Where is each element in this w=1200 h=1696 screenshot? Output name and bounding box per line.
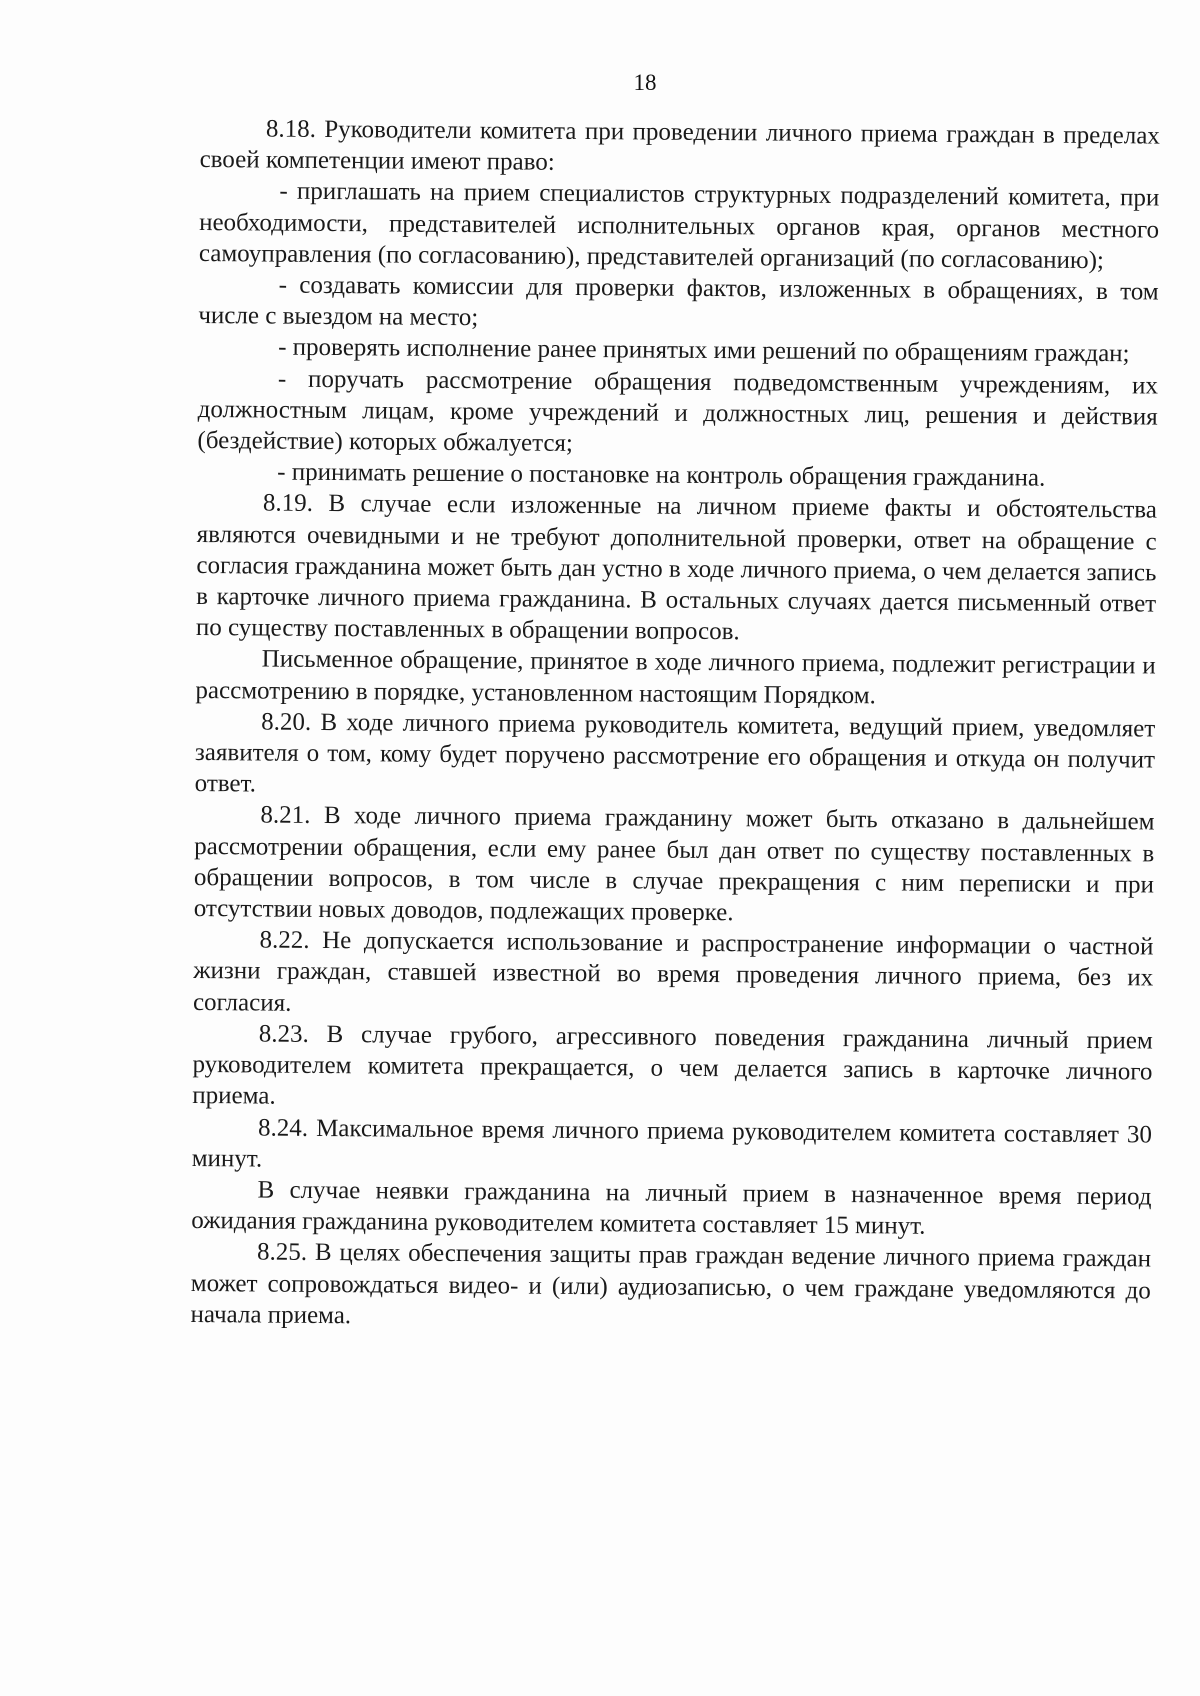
paragraph-8-22: 8.22. Не допускается использование и распространение информации о частной жизни граждан, ставшей известной во время проведения личного приема, без их согласия. bbox=[192, 926, 1154, 1017]
paragraph-8-23: 8.23. В случае грубого, агрессивного поведения гражданина личный прием руководителем комитета прекращается, о чем делается запись в карточке личного приема. bbox=[192, 1020, 1153, 1110]
page-number bbox=[45, 70, 1200, 96]
paragraph-8-24: 8.24. Максимальное время личного приема руководителем комитета составляет 30 минут. bbox=[191, 1113, 1153, 1173]
page-number-text: 18 bbox=[633, 70, 657, 95]
paragraph-no-show: В случае неявки гражданина на личный прием в назначенное время период ожидания гражданина руководителем комитета составляет 15 минут. bbox=[191, 1176, 1152, 1240]
paragraph-8-19: 8.19. В случае если изложенные на личном приеме факты и обстоятельства являются очевидными и не требуют дополнительной проверки, ответ на обращение с согласия гражданина может быть дан устно в ходе личного приема, о чем делается запись в карточке личного приема гражданина. В остальных случаях дается письменный ответ по существу поставленных в обращении вопросов. bbox=[195, 489, 1158, 646]
list-item-assign-review: - поручать рассмотрение обращения подведомственным учреждениям, их должностным лицам, кроме учреждений и должностных лиц, решения и действия (бездействие) которых обжалуется; bbox=[197, 365, 1158, 457]
paragraph-8-21: 8.21. В ходе личного приема гражданину может быть отказано в дальнейшем рассмотрении обращения, если ему ранее был дан ответ по существу поставленных в обращении вопросов, в том числе в случае прекращения с ним переписки и при отсутствии новых доводов, подлежащих проверке. bbox=[193, 801, 1155, 927]
paragraph-8-25: 8.25. В целях обеспечения защиты прав граждан ведение личного приема граждан может сопровождаться видео- и (или) аудиозаписью, о чем граждане уведомляются до начала приема. bbox=[190, 1238, 1152, 1329]
paragraph-8-20: 8.20. В ходе личного приема руководитель комитета, ведущий прием, уведомляет заявителя о том, кому будет поручено рассмотрение его обращения и откуда он получит ответ. bbox=[194, 708, 1156, 798]
paragraph-written-appeal: Письменное обращение, принятое в ходе личного приема, подлежит регистрации и рассмотрению в порядке, установленном настоящим Порядком. bbox=[195, 645, 1156, 709]
document-body bbox=[190, 113, 1160, 1337]
list-item-invite-specialists: - приглашать на прием специалистов структурных подразделений комитета, при необходимости, представителей исполнительных органов края, органов местного самоуправления (по согласованию), представителей организаций (по согласованию); bbox=[198, 178, 1160, 274]
list-item-check-decisions: - проверять исполнение ранее принятых ими решений по обращениям граждан; bbox=[278, 334, 1130, 368]
list-item-create-commissions: - создавать комиссии для проверки фактов, изложенных в обращениях, в том числе с выездом на место; bbox=[198, 271, 1159, 332]
paragraph-8-18: 8.18. Руководители комитета при проведении личного приема граждан в пределах своей компетенции имеют право: bbox=[199, 115, 1160, 176]
list-item-control-decision: - принимать решение о постановке на контроль обращения гражданина. bbox=[277, 458, 1046, 492]
